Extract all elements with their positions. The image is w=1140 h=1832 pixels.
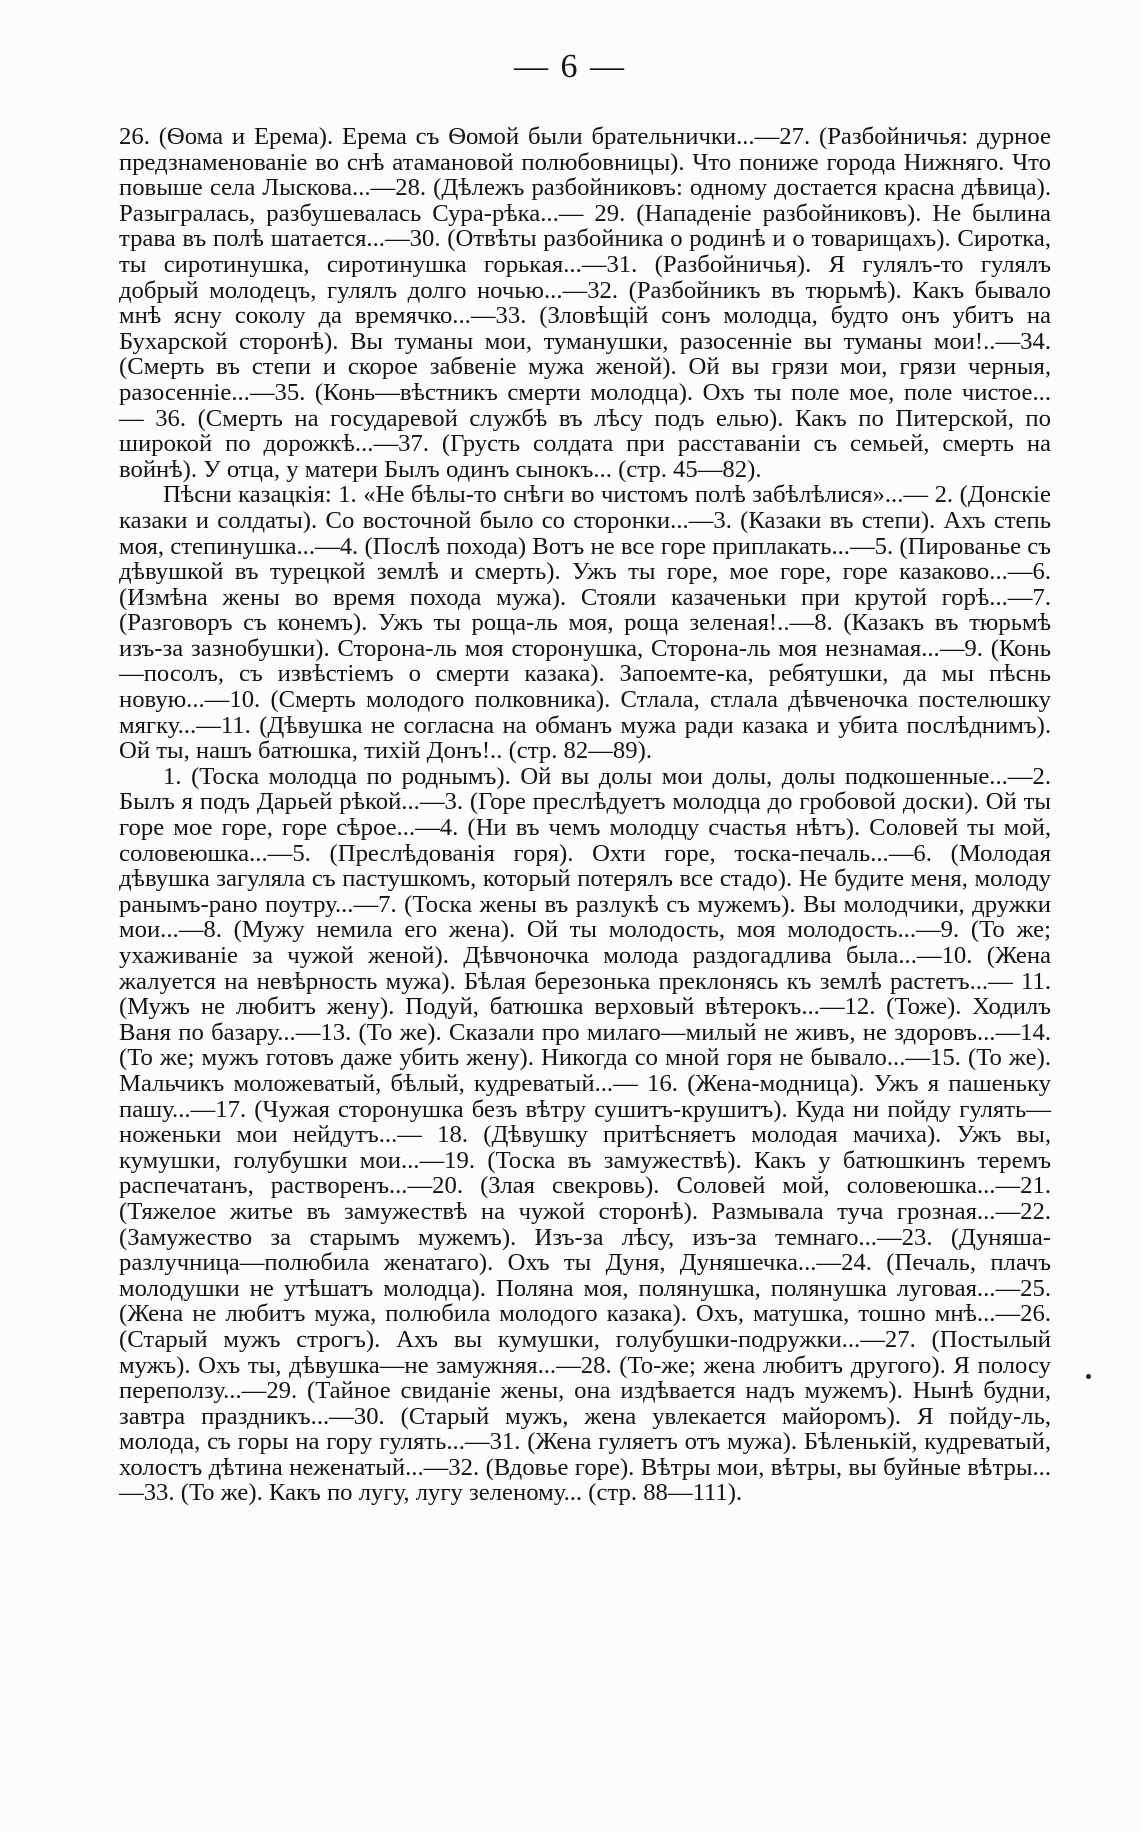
paragraph-laments: 1. (Тоска молодца по роднымъ). Ой вы долы мои долы, долы подкошенные...—2. Былъ я подъ Дарьей рѣкой...—3. (Горе преслѣдуетъ молодца до гробовой доски). Ой ты горе мое горе, горе сѣрое...—4. (Ни въ чемъ молодцу счастья нѣтъ). Соловей ты мой, соловеюшка...—5. (Преслѣдованія горя). Охти горе, тоска-печаль...—6. (Молодая дѣвушка загуляла съ пастушкомъ, который потерялъ все стадо). Не будите меня, молоду ранымъ-рано поутру...—7. (Тоска жены въ разлукѣ съ мужемъ). Вы молодчики, дружки мои...—8. (Мужу немила его жена). Ой ты молодость, моя молодость...—9. (То же; ухаживаніе за чужой женой). Дѣвчоночка молода раздогадлива была...—10. (Жена жалуется на невѣрность мужа). Бѣлая березонька преклонясь къ землѣ растетъ...— 11. (Мужъ не любитъ жену). Подуй, батюшка верховый вѣтерокъ...—12. (Тоже). Ходилъ Ваня по базару...—13. (То же). Сказали про милаго—милый не живъ, не здоровъ...—14. (То же; мужъ готовъ даже убить жену). Никогда со мной горя не бывало...—15. (То же). Мальчикъ моложеватый, бѣлый, кудреватый...— 16. (Жена-модница). Ужъ я пашеньку пашу...—17. (Чужая сторонушка безъ вѣтру сушитъ-крушитъ). Куда ни пойду гулять—ноженьки мои нейдутъ...— 18. (Дѣвушку притѣсняетъ молодая мачиха). Ужъ вы, кумушки, голубушки мои...—19. (Тоска въ замужествѣ). Какъ у батюшкинъ теремъ распечатанъ, растворенъ...—20. (Злая свекровь). Соловей мой, соловеюшка...—21. (Тяжелое житье въ замужествѣ на чужой сторонѣ). Размывала туча грозная...—22. (Замужество за старымъ мужемъ). Изъ-за лѣсу, изъ-за темнаго...—23. (Дуняша-разлучница—полюбила женатаго). Охъ ты Дуня, Дуняшечка...—24. (Печаль, плачъ молодушки не утѣшатъ молодца). Поляна моя, полянушка, полянушка луговая...—25. (Жена не любитъ мужа, полюбила молодого казака). Охъ, матушка, тошно мнѣ...—26. (Старый мужъ строгъ). Ахъ вы кумушки, голубушки-подружки...—27. (Постылый мужъ). Охъ ты, дѣвушка—не замужняя...—28. (То-же; жена любитъ другого). Я полосу переползу...—29. (Тайное свиданіе жены, она издѣвается надъ мужемъ). Нынѣ будни, завтра праздникъ...—30. (Старый мужъ, жена увлекается майоромъ). Я пойду-ль, молода, съ горы на гору гулять...—31. (Жена гуляетъ отъ мужа). Бѣленькій, кудреватый, холостъ дѣтина неженатый...—32. (Вдовье горе). Вѣтры мои, вѣтры, вы буйные вѣтры...—33. (То же). Какъ по лугу, лугу зеленому... (стр. 88—111).	[119, 762, 1051, 1507]
paragraph-ballads: 26. (Ѳома и Ерема). Ерема съ Ѳомой были брательнички...—27. (Разбойничья: дурное предзнаменованіе во снѣ атамановой полюбовницы). Что пониже города Нижняго. Что повыше села Лыскова...—28. (Дѣлежъ разбойниковъ: одному достается красна дѣвица). Разыгралась, разбушевалась Сура-рѣка...— 29. (Нападеніе разбойниковъ). Не былина трава въ полѣ шатается...—30. (Отвѣты разбойника о родинѣ и о товарищахъ). Сиротка, ты сиротинушка, сиротинушка горькая...—31. (Разбойничья). Я гулялъ-то гулялъ добрый молодецъ, гулялъ долго ночью...—32. (Разбойникъ въ тюрьмѣ). Какъ бывало мнѣ ясну соколу да времячко...—33. (Зловѣщій сонъ молодца, будто онъ убитъ на Бухарской сторонѣ). Вы туманы мои, туманушки, разосенніе вы туманы мои!..—34. (Смерть въ степи и скорое забвеніе мужа женой). Ой вы грязи мои, грязи черныя, разосенніе...—35. (Конь—вѣстникъ смерти молодца). Охъ ты поле мое, поле чистое... — 36. (Смерть на государевой службѣ въ лѣсу подъ елью). Какъ по Питерской, по широкой по дорожкѣ...—37. (Грусть солдата при расставаніи съ семьей, смерть на войнѣ). У отца, у матери Былъ одинъ сынокъ... (стр. 45—82).	[119, 123, 1051, 483]
scan-speck	[1086, 1374, 1091, 1379]
text-block	[119, 124, 1051, 1506]
page-number: — 6 —	[514, 48, 626, 85]
paragraph-cossack-songs: Пѣсни казацкія: 1. «Не бѣлы-то снѣги во чистомъ полѣ забѣлѣлися»...— 2. (Донскіе казаки и солдаты). Со восточной было со сторонки...—3. (Казаки въ степи). Ахъ степь моя, степинушка...—4. (Послѣ похода) Вотъ не все горе приплакать...—5. (Пированье съ дѣвушкой въ турецкой землѣ и смерть). Ужъ ты горе, мое горе, горе казаково...—6. (Измѣна жены во время похода мужа). Стояли казаченьки при крутой горѣ...—7. (Разговоръ съ конемъ). Ужъ ты роща-ль моя, роща зеленая!..—8. (Казакъ въ тюрьмѣ изъ-за зазнобушки). Сторона-ль моя сторонушка, Сторона-ль моя незнамая...—9. (Конь—посолъ, съ извѣстіемъ о смерти казака). Запоемте-ка, ребятушки, да мы пѣснь новую...—10. (Смерть молодого полковника). Стлала, стлала дѣвченочка постелюшку мягку...—11. (Дѣвушка не согласна на обманъ мужа ради казака и убита послѣднимъ). Ой ты, нашъ батюшка, тихій Донъ!.. (стр. 82—89).	[119, 481, 1051, 765]
